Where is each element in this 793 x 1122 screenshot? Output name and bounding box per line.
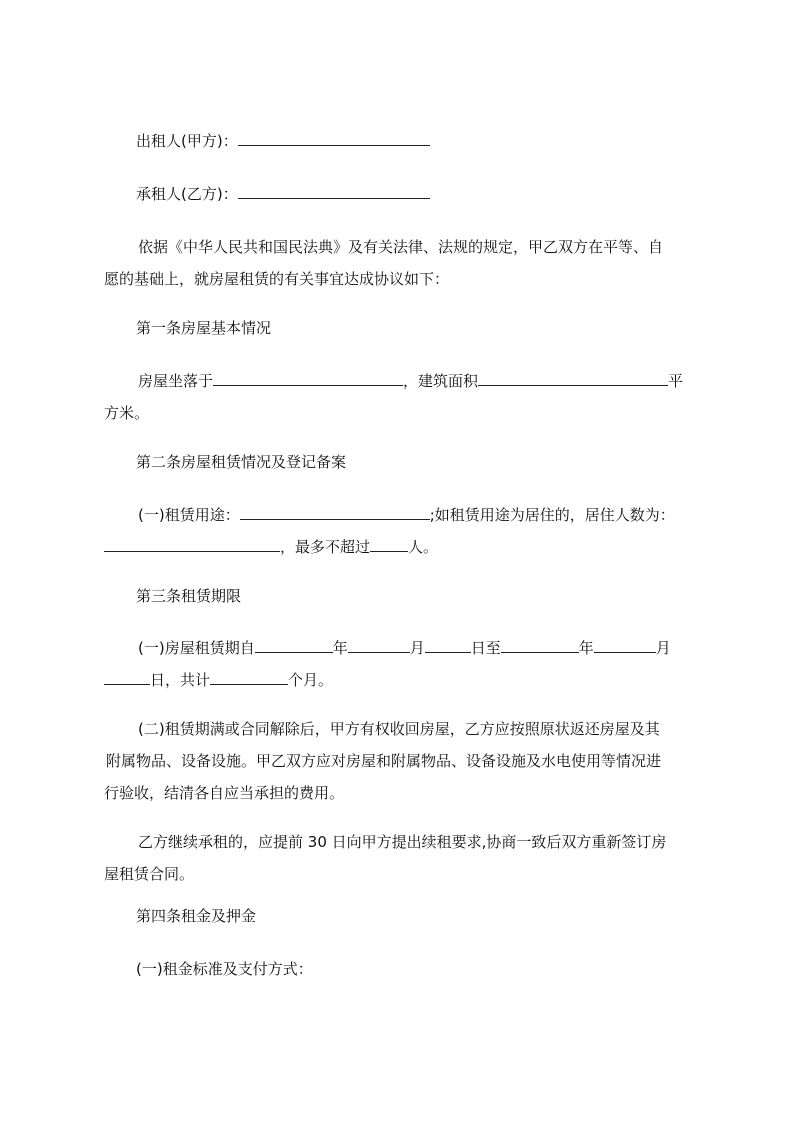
article1-location xyxy=(104,365,704,429)
max-label: ，最多不超过 xyxy=(280,538,371,556)
lessor-line xyxy=(104,125,736,157)
area-unit-a: 平 xyxy=(668,372,684,390)
item2-line-3: 行验收，结清各自应当承担的费用。 xyxy=(104,784,345,802)
preamble xyxy=(104,231,704,295)
start-year-blank[interactable] xyxy=(255,635,333,653)
lessee-blank[interactable] xyxy=(238,181,430,199)
start-month-label: 月 xyxy=(409,639,425,657)
lessor-label: 出租人(甲方)： xyxy=(136,132,238,150)
total-label: 日，共计 xyxy=(150,671,211,689)
end-month-label: 月 xyxy=(655,639,671,657)
area-unit-b: 方米。 xyxy=(104,404,150,422)
use-label: (一)租赁用途： xyxy=(138,506,240,524)
start-day-blank[interactable] xyxy=(425,635,471,653)
article2-use xyxy=(104,499,704,563)
residents-blank[interactable] xyxy=(104,534,280,552)
lessee-label: 承租人(乙方)： xyxy=(136,185,238,203)
start-year-label: 年 xyxy=(332,639,348,657)
end-year-blank[interactable] xyxy=(501,635,579,653)
start-month-blank[interactable] xyxy=(348,635,410,653)
max-suffix: 人。 xyxy=(408,538,439,556)
lessee-line xyxy=(104,178,736,210)
location-label: 房屋坐落于 xyxy=(138,372,214,390)
months-suffix: 个月。 xyxy=(288,671,334,689)
location-blank[interactable] xyxy=(213,368,403,386)
residence-label: ;如租赁用途为居住的，居住人数为： xyxy=(429,506,675,524)
article3-renewal xyxy=(104,826,704,890)
article3-title: 第三条租赁期限 xyxy=(136,587,242,605)
item2-line-1: (二)租赁期满或合同解除后，甲方有权收回房屋，乙方应按照原状返还房屋及其 xyxy=(138,720,660,738)
end-day-blank[interactable] xyxy=(104,667,150,685)
article3-term xyxy=(104,632,704,696)
article1-title: 第一条房屋基本情况 xyxy=(136,319,272,337)
to-label: 日至 xyxy=(470,639,501,657)
preamble-line-1: 依据《中华人民共和国民法典》及有关法律、法规的规定，甲乙双方在平等、自 xyxy=(138,238,664,256)
article4-title: 第四条租金及押金 xyxy=(136,907,257,925)
article4-item1: (一)租金标准及支付方式： xyxy=(136,960,313,978)
lessor-blank[interactable] xyxy=(238,128,430,146)
item2-line-2: 附属物品、设备设施。甲乙双方应对房屋和附属物品、设备设施及水电使用等情况进 xyxy=(106,752,662,770)
use-blank[interactable] xyxy=(240,502,430,520)
preamble-line-2: 愿的基础上，就房屋租赁的有关事宜达成协议如下： xyxy=(104,270,450,288)
area-blank[interactable] xyxy=(478,368,668,386)
article3-item2 xyxy=(104,713,704,809)
term-label: (一)房屋租赁期自 xyxy=(138,639,255,657)
renew-line-2: 屋租赁合同。 xyxy=(104,865,195,883)
total-months-blank[interactable] xyxy=(210,667,288,685)
renew-line-1: 乙方继续承租的，应提前 30 日向甲方提出续租要求,协商一致后双方重新签订房 xyxy=(138,833,667,851)
max-blank[interactable] xyxy=(370,534,408,552)
area-label: ，建筑面积 xyxy=(403,372,479,390)
article2-title: 第二条房屋租赁情况及登记备案 xyxy=(136,453,347,471)
end-year-label: 年 xyxy=(578,639,594,657)
end-month-blank[interactable] xyxy=(594,635,656,653)
